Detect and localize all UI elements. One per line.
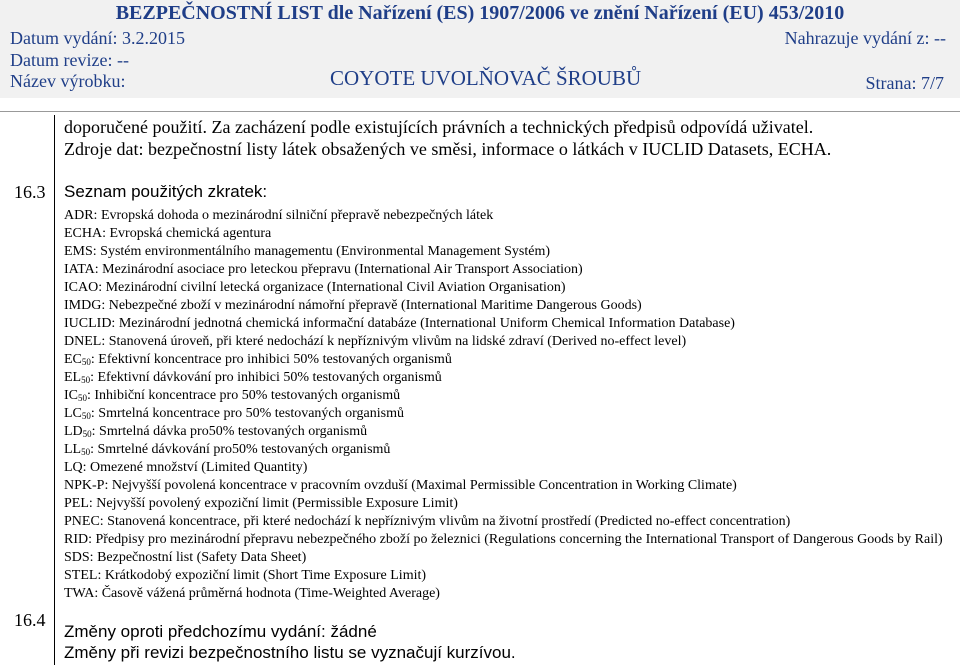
product-label: Název výrobku: bbox=[10, 71, 126, 91]
revision-date: Datum revize: -- bbox=[10, 50, 129, 70]
abbreviation-item bbox=[64, 459, 944, 477]
abbreviation-term: EC bbox=[64, 352, 82, 367]
abbreviation-subscript: 50 bbox=[81, 357, 91, 367]
abbreviation-item bbox=[64, 549, 944, 567]
abbreviation-item bbox=[64, 243, 944, 261]
abbreviation-item bbox=[64, 261, 944, 279]
abbreviation-text: PEL: Nejvyšší povolený expoziční limit (Permissible Exposure Limit) bbox=[64, 496, 458, 511]
section-16-3-number: 16.3 bbox=[14, 182, 46, 202]
replaces-date: Nahrazuje vydání z: -- bbox=[784, 28, 946, 48]
intro-line-1: doporučené použití. Za zacházení podle existujících právních a technických předpisů odpovídá uživatel. bbox=[64, 117, 814, 137]
abbreviation-item bbox=[64, 225, 944, 243]
issue-date: Datum vydání: 3.2.2015 bbox=[10, 28, 185, 48]
abbreviation-item bbox=[64, 207, 944, 225]
section-number-divider bbox=[54, 115, 55, 665]
abbreviation-item bbox=[64, 279, 944, 297]
abbreviation-item bbox=[64, 297, 944, 315]
header-divider bbox=[0, 111, 960, 112]
abbreviation-subscript: 50 bbox=[81, 411, 91, 421]
abbreviation-item bbox=[64, 405, 944, 423]
abbreviation-text: : Smrtelná dávka pro50% testovaných organismů bbox=[91, 424, 368, 439]
abbreviation-text: ECHA: Evropská chemická agentura bbox=[64, 226, 272, 241]
abbreviation-term: LL bbox=[64, 442, 82, 457]
abbreviation-item bbox=[64, 531, 944, 549]
abbreviation-term: EL bbox=[64, 370, 82, 385]
document-title: BEZPEČNOSTNÍ LIST dle Nařízení (ES) 1907/2006 ve znění Nařízení (EU) 453/2010 bbox=[115, 2, 845, 24]
abbreviation-text: RID: Předpisy pro mezinárodní přepravu nebezpečného zboží po železnici (Regulations concerning the International Transport of Dangerous Goods by Rail) bbox=[64, 532, 943, 547]
abbreviation-text: IUCLID: Mezinárodní jednotná chemická informační databáze (International Uniform Chemical Information Database) bbox=[64, 316, 735, 331]
abbreviation-subscript: 50 bbox=[82, 429, 92, 439]
abbreviation-item bbox=[64, 369, 944, 387]
abbreviation-list bbox=[64, 207, 944, 603]
abbreviation-subscript: 50 bbox=[81, 375, 91, 385]
abbreviation-text: : Inhibiční koncentrace pro 50% testovaných organismů bbox=[87, 388, 401, 403]
abbreviation-item bbox=[64, 315, 944, 333]
abbreviation-term: LD bbox=[64, 424, 83, 439]
abbreviation-text: : Smrtelná koncentrace pro 50% testovaných organismů bbox=[90, 406, 404, 421]
abbreviation-text: TWA: Časově vážená průměrná hodnota (Time-Weighted Average) bbox=[64, 586, 440, 601]
abbreviation-item bbox=[64, 441, 944, 459]
page-number: Strana: 7/7 bbox=[865, 73, 944, 93]
abbreviation-item bbox=[64, 585, 944, 603]
abbreviation-text: EMS: Systém environmentálního managementu (Environmental Management Systém) bbox=[64, 244, 551, 259]
section-16-4-number: 16.4 bbox=[14, 610, 46, 630]
abbreviation-text: : Smrtelné dávkování pro50% testovaných organismů bbox=[90, 442, 391, 457]
abbreviation-subscript: 50 bbox=[81, 447, 91, 457]
abbreviation-text: SDS: Bezpečnostní list (Safety Data Sheet) bbox=[64, 550, 307, 565]
changes-line-1: Změny oproti předchozímu vydání: žádné bbox=[64, 622, 377, 641]
abbreviation-text: : Efektivní dávkování pro inhibici 50% testovaných organismů bbox=[90, 370, 442, 385]
abbreviation-text: STEL: Krátkodobý expoziční limit (Short Time Exposure Limit) bbox=[64, 568, 427, 583]
abbreviation-text: PNEC: Stanovená koncentrace, při které nedochází k nepříznivým vlivům na životní prostředí (Predicted no-effect concentration) bbox=[64, 514, 791, 529]
abbreviation-term: IC bbox=[64, 388, 78, 403]
abbreviation-text: DNEL: Stanovená úroveň, při které nedochází k nepříznivým vlivům na lidské zdraví (Derived no-effect level) bbox=[64, 334, 687, 349]
changes-line-2: Změny při revizi bezpečnostního listu se vyznačují kurzívou. bbox=[64, 643, 516, 662]
section-16-3-heading: Seznam použitých zkratek: bbox=[64, 182, 268, 201]
abbreviation-subscript: 50 bbox=[78, 393, 87, 403]
abbreviation-text: ADR: Evropská dohoda o mezinárodní silniční přepravě nebezpečných látek bbox=[64, 208, 494, 223]
abbreviation-text: NPK-P: Nejvyšší povolená koncentrace v pracovním ovzduší (Maximal Permissible Concentration in Working Climate) bbox=[64, 478, 737, 493]
product-name: COYOTE UVOLŇOVAČ ŠROUBŮ bbox=[330, 66, 642, 90]
abbreviation-text: IATA: Mezinárodní asociace pro leteckou přepravu (International Air Transport Association) bbox=[64, 262, 583, 277]
abbreviation-item bbox=[64, 495, 944, 513]
abbreviation-text: ICAO: Mezinárodní civilní letecká organizace (International Civil Aviation Organisation) bbox=[64, 280, 566, 295]
document-header bbox=[0, 0, 960, 98]
abbreviation-item bbox=[64, 387, 944, 405]
abbreviation-item bbox=[64, 477, 944, 495]
abbreviation-item bbox=[64, 351, 944, 369]
abbreviation-item bbox=[64, 423, 944, 441]
abbreviation-item bbox=[64, 513, 944, 531]
abbreviation-item bbox=[64, 333, 944, 351]
abbreviation-term: LC bbox=[64, 406, 82, 421]
intro-line-2: Zdroje dat: bezpečnostní listy látek obsažených ve směsi, informace o látkách v IUCLID Datasets, ECHA. bbox=[64, 139, 832, 159]
abbreviation-text: LQ: Omezené množství (Limited Quantity) bbox=[64, 460, 308, 475]
abbreviation-item bbox=[64, 567, 944, 585]
abbreviation-text: : Efektivní koncentrace pro inhibici 50% testovaných organismů bbox=[90, 352, 452, 367]
abbreviation-text: IMDG: Nebezpečné zboží v mezinárodní námořní přepravě (International Maritime Dangerous Goods) bbox=[64, 298, 642, 313]
